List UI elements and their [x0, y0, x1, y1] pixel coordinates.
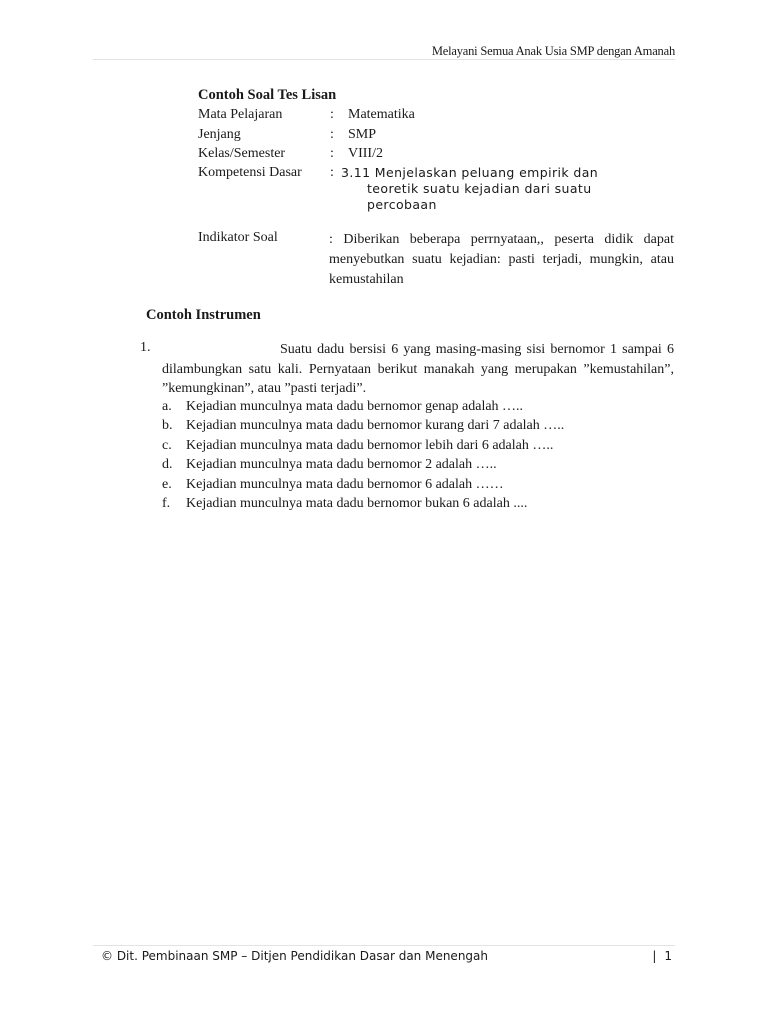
footer-divider: [93, 945, 675, 946]
option-letter: f.: [162, 496, 171, 511]
meta-label: Mata Pelajaran: [198, 107, 283, 122]
meta-value: VIII/2: [348, 146, 383, 161]
footer-copyright: © Dit. Pembinaan SMP – Ditjen Pendidikan Dasar dan Menengah: [101, 949, 488, 963]
option-letter: b.: [162, 418, 173, 433]
indicator-label: Indikator Soal: [198, 230, 278, 245]
meta-label: Kelas/Semester: [198, 146, 286, 161]
meta-label: Kompetensi Dasar: [198, 165, 302, 180]
competency-line: 3.11 Menjelaskan peluang empirik dan: [341, 165, 599, 180]
competency-value: [341, 165, 641, 213]
footer-separator: |: [652, 949, 657, 963]
meta-value: SMP: [348, 127, 377, 142]
competency-line: teoretik suatu kejadian dari suatu: [367, 181, 592, 196]
option-letter: e.: [162, 477, 172, 492]
header-divider: [93, 59, 675, 60]
meta-colon: :: [330, 107, 334, 122]
option-letter: d.: [162, 457, 173, 472]
option-text: Kejadian munculnya mata dadu bernomor lebih dari 6 adalah …..: [186, 438, 554, 453]
meta-label: Jenjang: [198, 127, 241, 142]
meta-value: Matematika: [348, 107, 415, 122]
option-text: Kejadian munculnya mata dadu bernomor bukan 6 adalah ....: [186, 496, 528, 511]
page-header: Melayani Semua Anak Usia SMP dengan Amanah: [431, 44, 675, 58]
option-text: Kejadian munculnya mata dadu bernomor 2 adalah …..: [186, 457, 497, 472]
competency-line: percobaan: [367, 197, 437, 212]
option-text: Kejadian munculnya mata dadu bernomor 6 adalah ……: [186, 477, 504, 492]
option-letter: a.: [162, 399, 172, 414]
page-number: 1: [664, 949, 672, 963]
option-text: Kejadian munculnya mata dadu bernomor kurang dari 7 adalah …..: [186, 418, 565, 433]
question-number: 1.: [140, 340, 151, 355]
instrument-title: Contoh Instrumen: [146, 307, 261, 323]
meta-colon: :: [330, 146, 334, 161]
option-text: Kejadian munculnya mata dadu bernomor genap adalah …..: [186, 399, 524, 414]
question-text: Suatu dadu bersisi 6 yang masing-masing sisi bernomor 1 sampai 6 dilambungkan satu kali. Pernyataan berikut manakah yang merupakan ”kemustahilan”, ”kemungkinan”, atau ”pasti terjadi”.: [162, 342, 674, 396]
option-letter: c.: [162, 438, 172, 453]
indicator-value: : Diberikan beberapa perrnyataan,, peserta didik dapat menyebutkan suatu kejadian: pasti terjadi, mungkin, atau kemustahilan: [329, 232, 674, 287]
footer-page: [652, 949, 672, 963]
meta-colon: :: [330, 127, 334, 142]
document-title: Contoh Soal Tes Lisan: [198, 87, 337, 103]
meta-colon: :: [330, 165, 334, 180]
